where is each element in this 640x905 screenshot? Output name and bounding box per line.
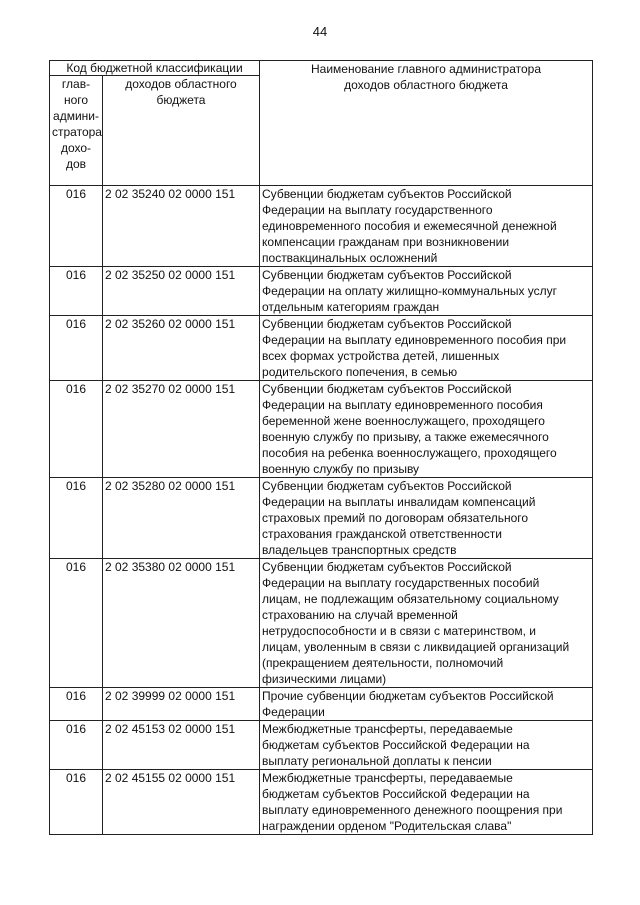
table-row	[50, 721, 593, 770]
revenue-name-line: страховых премий по договорам обязательного	[262, 511, 529, 525]
table-row	[50, 770, 593, 835]
revenue-name-line: Федерации на выплату государственного	[262, 203, 493, 217]
revenue-name-line: Федерации на выплату единовременного пособия при	[262, 333, 567, 347]
revenue-name-line: выплату региональной доплаты к пенсии	[262, 754, 492, 768]
revenue-name-line: компенсации гражданам при возникновении	[262, 235, 510, 249]
revenue-name-line: награждении орденом "Родительская слава"	[262, 819, 512, 833]
budget-classification-table	[49, 60, 593, 835]
table-row	[50, 316, 593, 381]
revenue-name-cell	[260, 316, 593, 381]
revenue-name-line: бюджетам субъектов Российской Федерации на	[262, 787, 530, 801]
revenue-name-line: пособия на ребенка военнослужащего, проходящего	[262, 446, 557, 460]
revenue-name-line: поствакцинальных осложнений	[262, 251, 438, 265]
admin-header-line: дов	[65, 157, 87, 171]
administrator-code-cell: 016	[50, 770, 103, 835]
revenue-name-line: единовременного пособия и ежемесячной денежной	[262, 219, 557, 233]
revenue-name-line: родительского попечения, в семью	[262, 365, 458, 379]
name-header-line: Наименование главного администратора	[311, 62, 542, 76]
revenue-code-cell: 2 02 35270 02 0000 151	[103, 381, 260, 478]
revenue-name-line: Межбюджетные трансферты, передаваемые	[262, 771, 513, 785]
revenue-name-line: лицам, уволенным в связи с ликвидацией организаций	[262, 640, 570, 654]
table-row	[50, 688, 593, 721]
revenue-name-line: Субвенции бюджетам субъектов Российской	[262, 479, 512, 493]
revenue-name-cell	[260, 186, 593, 267]
revenue-name-cell	[260, 478, 593, 559]
admin-header-line: ного	[63, 93, 89, 107]
revenue-name-line: страхованию на случай временной	[262, 608, 458, 622]
revenue-name-cell	[260, 721, 593, 770]
revenue-name-line: военную службу по призыву, а также ежемесячного	[262, 430, 549, 444]
revenue-code-cell: 2 02 39999 02 0000 151	[103, 688, 260, 721]
revenue-name-line: Субвенции бюджетам субъектов Российской	[262, 268, 512, 282]
page-number: 44	[312, 24, 328, 39]
revenue-code-cell: 2 02 45155 02 0000 151	[103, 770, 260, 835]
revenue-name-line: Федерации на выплату государственных пособий	[262, 576, 540, 590]
revenue-name-cell	[260, 688, 593, 721]
table-row	[50, 559, 593, 688]
admin-header-line: глав-	[61, 77, 91, 91]
revenue-name-cell	[260, 381, 593, 478]
admin-header-line: дохо-	[60, 141, 92, 155]
revenue-name-line: Субвенции бюджетам субъектов Российской	[262, 187, 512, 201]
revenue-name-line: физическими лицами)	[262, 672, 387, 686]
revenue-name-line: бюджетам субъектов Российской Федерации на	[262, 738, 530, 752]
revenue-name-line: владельцев транспортных средств	[262, 543, 457, 557]
name-header-line: доходов областного бюджета	[344, 78, 508, 92]
revenue-name-line: лицам, не подлежащим обязательному социальному	[262, 592, 559, 606]
administrator-code-cell: 016	[50, 381, 103, 478]
revenue-name-cell	[260, 770, 593, 835]
administrator-code-cell: 016	[50, 186, 103, 267]
revenue-name-line: Прочие субвенции бюджетам субъектов Российской	[262, 689, 554, 703]
table-row	[50, 381, 593, 478]
regional-revenue-header	[103, 76, 260, 186]
admin-header-line: стратора	[52, 125, 102, 139]
revenue-name-line: Федерации на выплату единовременного пособия	[262, 398, 543, 412]
revenue-name-line: Федерации	[262, 705, 325, 719]
revenue-header-line: бюджета	[156, 93, 206, 107]
revenue-name-line: нетрудоспособности и в связи с материнством, и	[262, 624, 537, 638]
revenue-name-line: Субвенции бюджетам субъектов Российской	[262, 382, 512, 396]
administrator-code-cell: 016	[50, 316, 103, 381]
revenue-name-cell	[260, 559, 593, 688]
revenue-name-line: беременной жене военнослужащего, проходящего	[262, 414, 545, 428]
administrator-name-header	[260, 61, 593, 186]
revenue-name-line: всех формах устройства детей, лишенных	[262, 349, 500, 363]
revenue-name-line: Федерации на оплату жилищно-коммунальных услуг	[262, 284, 558, 298]
administrator-code-cell: 016	[50, 688, 103, 721]
revenue-code-cell: 2 02 35380 02 0000 151	[103, 559, 260, 688]
revenue-name-line: Субвенции бюджетам субъектов Российской	[262, 317, 512, 331]
table-row	[50, 186, 593, 267]
revenue-name-line: Межбюджетные трансферты, передаваемые	[262, 722, 513, 736]
administrator-code-cell: 016	[50, 559, 103, 688]
revenue-name-line: военную службу по призыву	[262, 462, 420, 476]
revenue-name-line: страхования гражданской ответственности	[262, 527, 502, 541]
revenue-name-line: Субвенции бюджетам субъектов Российской	[262, 560, 512, 574]
main-administrator-header	[50, 76, 103, 186]
revenue-code-cell: 2 02 35260 02 0000 151	[103, 316, 260, 381]
revenue-code-cell: 2 02 35250 02 0000 151	[103, 267, 260, 316]
admin-header-line: админи-	[53, 109, 99, 123]
table-body	[50, 186, 593, 835]
revenue-header-line: доходов областного	[125, 77, 237, 91]
administrator-code-cell: 016	[50, 478, 103, 559]
administrator-code-cell: 016	[50, 721, 103, 770]
table-header	[50, 61, 593, 186]
table-row	[50, 478, 593, 559]
revenue-code-cell: 2 02 45153 02 0000 151	[103, 721, 260, 770]
revenue-name-line: Федерации на выплаты инвалидам компенсаций	[262, 495, 536, 509]
header-row-group	[50, 61, 593, 76]
budget-classification-code-header: Код бюджетной классификации	[50, 61, 260, 76]
revenue-name-line: выплату единовременного денежного поощрения при	[262, 803, 563, 817]
table-row	[50, 267, 593, 316]
administrator-code-cell: 016	[50, 267, 103, 316]
revenue-name-cell	[260, 267, 593, 316]
revenue-name-line: отдельным категориям граждан	[262, 300, 440, 314]
revenue-name-line: (прекращением деятельности, полномочий	[262, 656, 504, 670]
revenue-code-cell: 2 02 35280 02 0000 151	[103, 478, 260, 559]
revenue-code-cell: 2 02 35240 02 0000 151	[103, 186, 260, 267]
